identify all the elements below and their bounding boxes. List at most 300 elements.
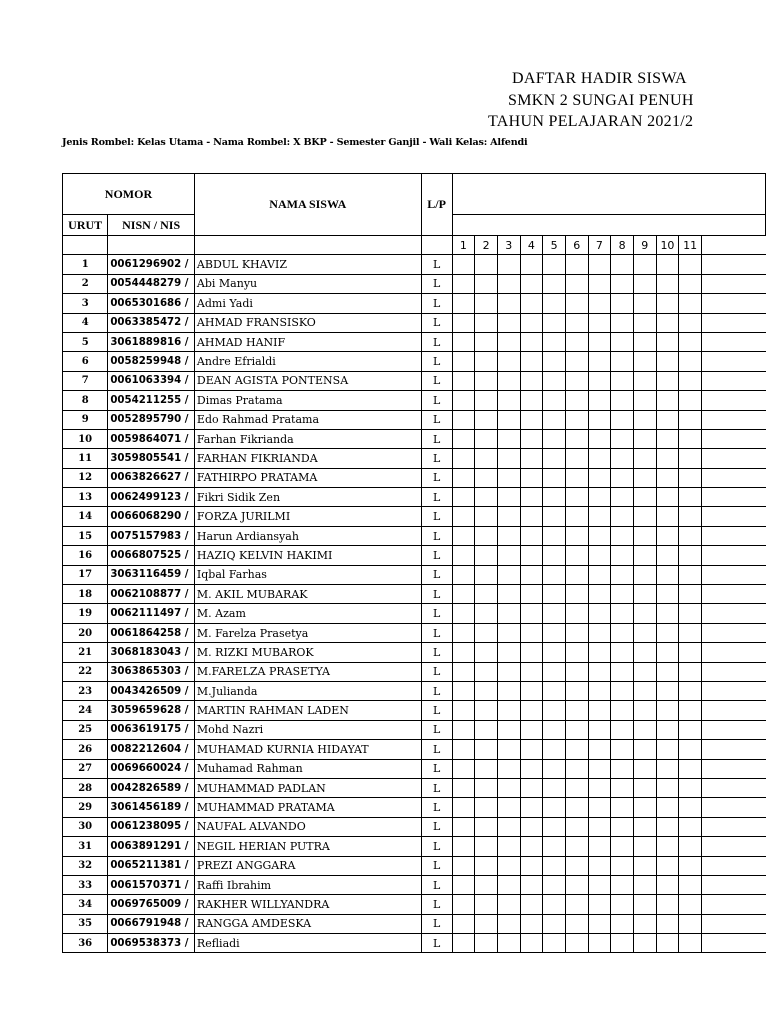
attendance-cell[interactable] [633, 371, 656, 390]
attendance-cell[interactable] [497, 837, 520, 856]
attendance-cell[interactable] [679, 488, 702, 507]
attendance-cell[interactable] [475, 255, 498, 274]
attendance-cell[interactable] [588, 778, 611, 797]
attendance-cell[interactable] [588, 507, 611, 526]
attendance-cell[interactable] [611, 585, 634, 604]
attendance-cell[interactable] [543, 507, 566, 526]
attendance-cell[interactable] [565, 875, 588, 894]
attendance-cell[interactable] [475, 410, 498, 429]
attendance-cell[interactable] [679, 255, 702, 274]
attendance-cell[interactable] [475, 681, 498, 700]
attendance-cell[interactable] [588, 410, 611, 429]
attendance-cell[interactable] [497, 701, 520, 720]
attendance-cell[interactable] [701, 274, 765, 293]
attendance-cell[interactable] [633, 507, 656, 526]
attendance-cell[interactable] [520, 371, 543, 390]
attendance-cell[interactable] [543, 662, 566, 681]
attendance-cell[interactable] [520, 643, 543, 662]
attendance-cell[interactable] [565, 429, 588, 448]
attendance-cell[interactable] [701, 526, 765, 545]
attendance-cell[interactable] [701, 449, 765, 468]
attendance-cell[interactable] [475, 759, 498, 778]
attendance-cell[interactable] [565, 914, 588, 933]
attendance-cell[interactable] [520, 294, 543, 313]
attendance-cell[interactable] [565, 681, 588, 700]
attendance-cell[interactable] [656, 565, 679, 584]
attendance-cell[interactable] [565, 623, 588, 642]
attendance-cell[interactable] [497, 429, 520, 448]
attendance-cell[interactable] [679, 701, 702, 720]
attendance-cell[interactable] [520, 352, 543, 371]
attendance-cell[interactable] [679, 662, 702, 681]
attendance-cell[interactable] [520, 681, 543, 700]
attendance-cell[interactable] [679, 546, 702, 565]
attendance-cell[interactable] [633, 759, 656, 778]
attendance-cell[interactable] [452, 759, 475, 778]
attendance-cell[interactable] [475, 371, 498, 390]
attendance-cell[interactable] [475, 526, 498, 545]
attendance-cell[interactable] [656, 352, 679, 371]
attendance-cell[interactable] [588, 895, 611, 914]
attendance-cell[interactable] [656, 798, 679, 817]
attendance-cell[interactable] [588, 856, 611, 875]
attendance-cell[interactable] [701, 294, 765, 313]
attendance-cell[interactable] [679, 332, 702, 351]
attendance-cell[interactable] [543, 720, 566, 739]
attendance-cell[interactable] [497, 468, 520, 487]
attendance-cell[interactable] [452, 585, 475, 604]
attendance-cell[interactable] [701, 623, 765, 642]
attendance-cell[interactable] [679, 526, 702, 545]
attendance-cell[interactable] [452, 604, 475, 623]
attendance-cell[interactable] [588, 914, 611, 933]
attendance-cell[interactable] [452, 410, 475, 429]
attendance-cell[interactable] [633, 914, 656, 933]
attendance-cell[interactable] [452, 255, 475, 274]
attendance-cell[interactable] [543, 585, 566, 604]
attendance-cell[interactable] [633, 681, 656, 700]
attendance-cell[interactable] [475, 294, 498, 313]
attendance-cell[interactable] [588, 546, 611, 565]
attendance-cell[interactable] [565, 565, 588, 584]
attendance-cell[interactable] [565, 759, 588, 778]
attendance-cell[interactable] [611, 914, 634, 933]
attendance-cell[interactable] [679, 410, 702, 429]
attendance-cell[interactable] [701, 429, 765, 448]
attendance-cell[interactable] [701, 352, 765, 371]
attendance-cell[interactable] [633, 585, 656, 604]
attendance-cell[interactable] [633, 837, 656, 856]
attendance-cell[interactable] [543, 488, 566, 507]
attendance-cell[interactable] [701, 914, 765, 933]
attendance-cell[interactable] [475, 546, 498, 565]
attendance-cell[interactable] [520, 720, 543, 739]
attendance-cell[interactable] [452, 391, 475, 410]
attendance-cell[interactable] [701, 701, 765, 720]
attendance-cell[interactable] [611, 313, 634, 332]
attendance-cell[interactable] [475, 837, 498, 856]
attendance-cell[interactable] [701, 507, 765, 526]
attendance-cell[interactable] [679, 720, 702, 739]
attendance-cell[interactable] [656, 449, 679, 468]
attendance-cell[interactable] [452, 740, 475, 759]
attendance-cell[interactable] [656, 817, 679, 836]
attendance-cell[interactable] [565, 352, 588, 371]
attendance-cell[interactable] [520, 837, 543, 856]
attendance-cell[interactable] [475, 875, 498, 894]
attendance-cell[interactable] [565, 895, 588, 914]
attendance-cell[interactable] [588, 429, 611, 448]
attendance-cell[interactable] [475, 895, 498, 914]
attendance-cell[interactable] [543, 643, 566, 662]
attendance-cell[interactable] [656, 391, 679, 410]
attendance-cell[interactable] [701, 332, 765, 351]
attendance-cell[interactable] [588, 255, 611, 274]
attendance-cell[interactable] [497, 778, 520, 797]
attendance-cell[interactable] [497, 313, 520, 332]
attendance-cell[interactable] [679, 429, 702, 448]
attendance-cell[interactable] [611, 720, 634, 739]
attendance-cell[interactable] [701, 643, 765, 662]
attendance-cell[interactable] [497, 585, 520, 604]
attendance-cell[interactable] [611, 565, 634, 584]
attendance-cell[interactable] [565, 604, 588, 623]
attendance-cell[interactable] [543, 526, 566, 545]
attendance-cell[interactable] [475, 778, 498, 797]
attendance-cell[interactable] [497, 662, 520, 681]
attendance-cell[interactable] [452, 488, 475, 507]
attendance-cell[interactable] [452, 701, 475, 720]
attendance-cell[interactable] [633, 817, 656, 836]
attendance-cell[interactable] [588, 274, 611, 293]
attendance-cell[interactable] [611, 274, 634, 293]
attendance-cell[interactable] [543, 856, 566, 875]
attendance-cell[interactable] [701, 488, 765, 507]
attendance-cell[interactable] [497, 895, 520, 914]
attendance-cell[interactable] [497, 294, 520, 313]
attendance-cell[interactable] [520, 895, 543, 914]
attendance-cell[interactable] [679, 391, 702, 410]
attendance-cell[interactable] [701, 798, 765, 817]
attendance-cell[interactable] [588, 681, 611, 700]
attendance-cell[interactable] [497, 507, 520, 526]
attendance-cell[interactable] [588, 798, 611, 817]
attendance-cell[interactable] [679, 681, 702, 700]
attendance-cell[interactable] [679, 643, 702, 662]
attendance-cell[interactable] [633, 255, 656, 274]
attendance-cell[interactable] [633, 410, 656, 429]
attendance-cell[interactable] [520, 313, 543, 332]
attendance-cell[interactable] [565, 662, 588, 681]
attendance-cell[interactable] [543, 410, 566, 429]
attendance-cell[interactable] [520, 914, 543, 933]
attendance-cell[interactable] [701, 468, 765, 487]
attendance-cell[interactable] [633, 856, 656, 875]
attendance-cell[interactable] [656, 488, 679, 507]
attendance-cell[interactable] [656, 604, 679, 623]
attendance-cell[interactable] [452, 274, 475, 293]
attendance-cell[interactable] [543, 875, 566, 894]
attendance-cell[interactable] [679, 778, 702, 797]
attendance-cell[interactable] [656, 856, 679, 875]
attendance-cell[interactable] [497, 759, 520, 778]
attendance-cell[interactable] [611, 468, 634, 487]
attendance-cell[interactable] [565, 720, 588, 739]
attendance-cell[interactable] [520, 429, 543, 448]
attendance-cell[interactable] [520, 778, 543, 797]
attendance-cell[interactable] [656, 585, 679, 604]
attendance-cell[interactable] [520, 856, 543, 875]
attendance-cell[interactable] [611, 740, 634, 759]
attendance-cell[interactable] [543, 255, 566, 274]
attendance-cell[interactable] [701, 585, 765, 604]
attendance-cell[interactable] [656, 294, 679, 313]
attendance-cell[interactable] [679, 875, 702, 894]
attendance-cell[interactable] [611, 352, 634, 371]
attendance-cell[interactable] [475, 643, 498, 662]
attendance-cell[interactable] [656, 371, 679, 390]
attendance-cell[interactable] [565, 778, 588, 797]
attendance-cell[interactable] [543, 895, 566, 914]
attendance-cell[interactable] [452, 914, 475, 933]
attendance-cell[interactable] [701, 255, 765, 274]
attendance-cell[interactable] [497, 449, 520, 468]
attendance-cell[interactable] [565, 371, 588, 390]
attendance-cell[interactable] [679, 740, 702, 759]
attendance-cell[interactable] [588, 371, 611, 390]
attendance-cell[interactable] [452, 720, 475, 739]
attendance-cell[interactable] [633, 740, 656, 759]
attendance-cell[interactable] [588, 391, 611, 410]
attendance-cell[interactable] [452, 837, 475, 856]
attendance-cell[interactable] [520, 875, 543, 894]
attendance-cell[interactable] [475, 488, 498, 507]
attendance-cell[interactable] [520, 391, 543, 410]
attendance-cell[interactable] [543, 313, 566, 332]
attendance-cell[interactable] [497, 488, 520, 507]
attendance-cell[interactable] [565, 332, 588, 351]
attendance-cell[interactable] [701, 856, 765, 875]
attendance-cell[interactable] [475, 352, 498, 371]
attendance-cell[interactable] [497, 681, 520, 700]
attendance-cell[interactable] [565, 934, 588, 953]
attendance-cell[interactable] [611, 701, 634, 720]
attendance-cell[interactable] [497, 274, 520, 293]
attendance-cell[interactable] [543, 391, 566, 410]
attendance-cell[interactable] [520, 526, 543, 545]
attendance-cell[interactable] [588, 526, 611, 545]
attendance-cell[interactable] [520, 449, 543, 468]
attendance-cell[interactable] [679, 507, 702, 526]
attendance-cell[interactable] [633, 449, 656, 468]
attendance-cell[interactable] [633, 468, 656, 487]
attendance-cell[interactable] [520, 759, 543, 778]
attendance-cell[interactable] [543, 623, 566, 642]
attendance-cell[interactable] [633, 623, 656, 642]
attendance-cell[interactable] [611, 837, 634, 856]
attendance-cell[interactable] [475, 817, 498, 836]
attendance-cell[interactable] [565, 468, 588, 487]
attendance-cell[interactable] [701, 895, 765, 914]
attendance-cell[interactable] [565, 817, 588, 836]
attendance-cell[interactable] [497, 643, 520, 662]
attendance-cell[interactable] [497, 604, 520, 623]
attendance-cell[interactable] [543, 701, 566, 720]
attendance-cell[interactable] [520, 798, 543, 817]
attendance-cell[interactable] [452, 526, 475, 545]
attendance-cell[interactable] [543, 934, 566, 953]
attendance-cell[interactable] [565, 701, 588, 720]
attendance-cell[interactable] [475, 468, 498, 487]
attendance-cell[interactable] [543, 837, 566, 856]
attendance-cell[interactable] [611, 623, 634, 642]
attendance-cell[interactable] [475, 701, 498, 720]
attendance-cell[interactable] [565, 798, 588, 817]
attendance-cell[interactable] [497, 623, 520, 642]
attendance-cell[interactable] [588, 817, 611, 836]
attendance-cell[interactable] [475, 914, 498, 933]
attendance-cell[interactable] [452, 294, 475, 313]
attendance-cell[interactable] [543, 798, 566, 817]
attendance-cell[interactable] [520, 934, 543, 953]
attendance-cell[interactable] [520, 468, 543, 487]
attendance-cell[interactable] [565, 274, 588, 293]
attendance-cell[interactable] [633, 546, 656, 565]
attendance-cell[interactable] [701, 934, 765, 953]
attendance-cell[interactable] [520, 488, 543, 507]
attendance-cell[interactable] [611, 507, 634, 526]
attendance-cell[interactable] [611, 856, 634, 875]
attendance-cell[interactable] [656, 934, 679, 953]
attendance-cell[interactable] [679, 294, 702, 313]
attendance-cell[interactable] [656, 507, 679, 526]
attendance-cell[interactable] [701, 759, 765, 778]
attendance-cell[interactable] [633, 391, 656, 410]
attendance-cell[interactable] [679, 623, 702, 642]
attendance-cell[interactable] [656, 546, 679, 565]
attendance-cell[interactable] [452, 798, 475, 817]
attendance-cell[interactable] [588, 585, 611, 604]
attendance-cell[interactable] [656, 875, 679, 894]
attendance-cell[interactable] [679, 759, 702, 778]
attendance-cell[interactable] [452, 934, 475, 953]
attendance-cell[interactable] [633, 604, 656, 623]
attendance-cell[interactable] [701, 565, 765, 584]
attendance-cell[interactable] [679, 565, 702, 584]
attendance-cell[interactable] [452, 449, 475, 468]
attendance-cell[interactable] [520, 255, 543, 274]
attendance-cell[interactable] [588, 759, 611, 778]
attendance-cell[interactable] [452, 875, 475, 894]
attendance-cell[interactable] [543, 352, 566, 371]
attendance-cell[interactable] [679, 895, 702, 914]
attendance-cell[interactable] [633, 352, 656, 371]
attendance-cell[interactable] [452, 856, 475, 875]
attendance-cell[interactable] [520, 817, 543, 836]
attendance-cell[interactable] [588, 837, 611, 856]
attendance-cell[interactable] [475, 332, 498, 351]
attendance-cell[interactable] [497, 546, 520, 565]
attendance-cell[interactable] [565, 546, 588, 565]
attendance-cell[interactable] [475, 740, 498, 759]
attendance-cell[interactable] [611, 294, 634, 313]
attendance-cell[interactable] [543, 817, 566, 836]
attendance-cell[interactable] [520, 701, 543, 720]
attendance-cell[interactable] [452, 507, 475, 526]
attendance-cell[interactable] [565, 507, 588, 526]
attendance-cell[interactable] [497, 526, 520, 545]
attendance-cell[interactable] [611, 895, 634, 914]
attendance-cell[interactable] [543, 546, 566, 565]
attendance-cell[interactable] [543, 449, 566, 468]
attendance-cell[interactable] [701, 740, 765, 759]
attendance-cell[interactable] [452, 371, 475, 390]
attendance-cell[interactable] [701, 313, 765, 332]
attendance-cell[interactable] [656, 759, 679, 778]
attendance-cell[interactable] [497, 934, 520, 953]
attendance-cell[interactable] [452, 681, 475, 700]
attendance-cell[interactable] [679, 914, 702, 933]
attendance-cell[interactable] [497, 371, 520, 390]
attendance-cell[interactable] [701, 410, 765, 429]
attendance-cell[interactable] [565, 837, 588, 856]
attendance-cell[interactable] [565, 410, 588, 429]
attendance-cell[interactable] [588, 468, 611, 487]
attendance-cell[interactable] [497, 565, 520, 584]
attendance-cell[interactable] [611, 391, 634, 410]
attendance-cell[interactable] [520, 274, 543, 293]
attendance-cell[interactable] [656, 662, 679, 681]
attendance-cell[interactable] [565, 449, 588, 468]
attendance-cell[interactable] [543, 778, 566, 797]
attendance-cell[interactable] [497, 856, 520, 875]
attendance-cell[interactable] [452, 623, 475, 642]
attendance-cell[interactable] [611, 429, 634, 448]
attendance-cell[interactable] [475, 565, 498, 584]
attendance-cell[interactable] [520, 585, 543, 604]
attendance-cell[interactable] [656, 914, 679, 933]
attendance-cell[interactable] [679, 837, 702, 856]
attendance-cell[interactable] [633, 934, 656, 953]
attendance-cell[interactable] [633, 701, 656, 720]
attendance-cell[interactable] [588, 623, 611, 642]
attendance-cell[interactable] [679, 934, 702, 953]
attendance-cell[interactable] [543, 371, 566, 390]
attendance-cell[interactable] [588, 332, 611, 351]
attendance-cell[interactable] [543, 332, 566, 351]
attendance-cell[interactable] [520, 410, 543, 429]
attendance-cell[interactable] [701, 546, 765, 565]
attendance-cell[interactable] [475, 662, 498, 681]
attendance-cell[interactable] [633, 332, 656, 351]
attendance-cell[interactable] [588, 488, 611, 507]
attendance-cell[interactable] [543, 294, 566, 313]
attendance-cell[interactable] [701, 875, 765, 894]
attendance-cell[interactable] [611, 604, 634, 623]
attendance-cell[interactable] [701, 391, 765, 410]
attendance-cell[interactable] [701, 681, 765, 700]
attendance-cell[interactable] [520, 740, 543, 759]
attendance-cell[interactable] [565, 294, 588, 313]
attendance-cell[interactable] [588, 313, 611, 332]
attendance-cell[interactable] [520, 507, 543, 526]
attendance-cell[interactable] [475, 798, 498, 817]
attendance-cell[interactable] [588, 662, 611, 681]
attendance-cell[interactable] [633, 720, 656, 739]
attendance-cell[interactable] [565, 313, 588, 332]
attendance-cell[interactable] [611, 662, 634, 681]
attendance-cell[interactable] [475, 313, 498, 332]
